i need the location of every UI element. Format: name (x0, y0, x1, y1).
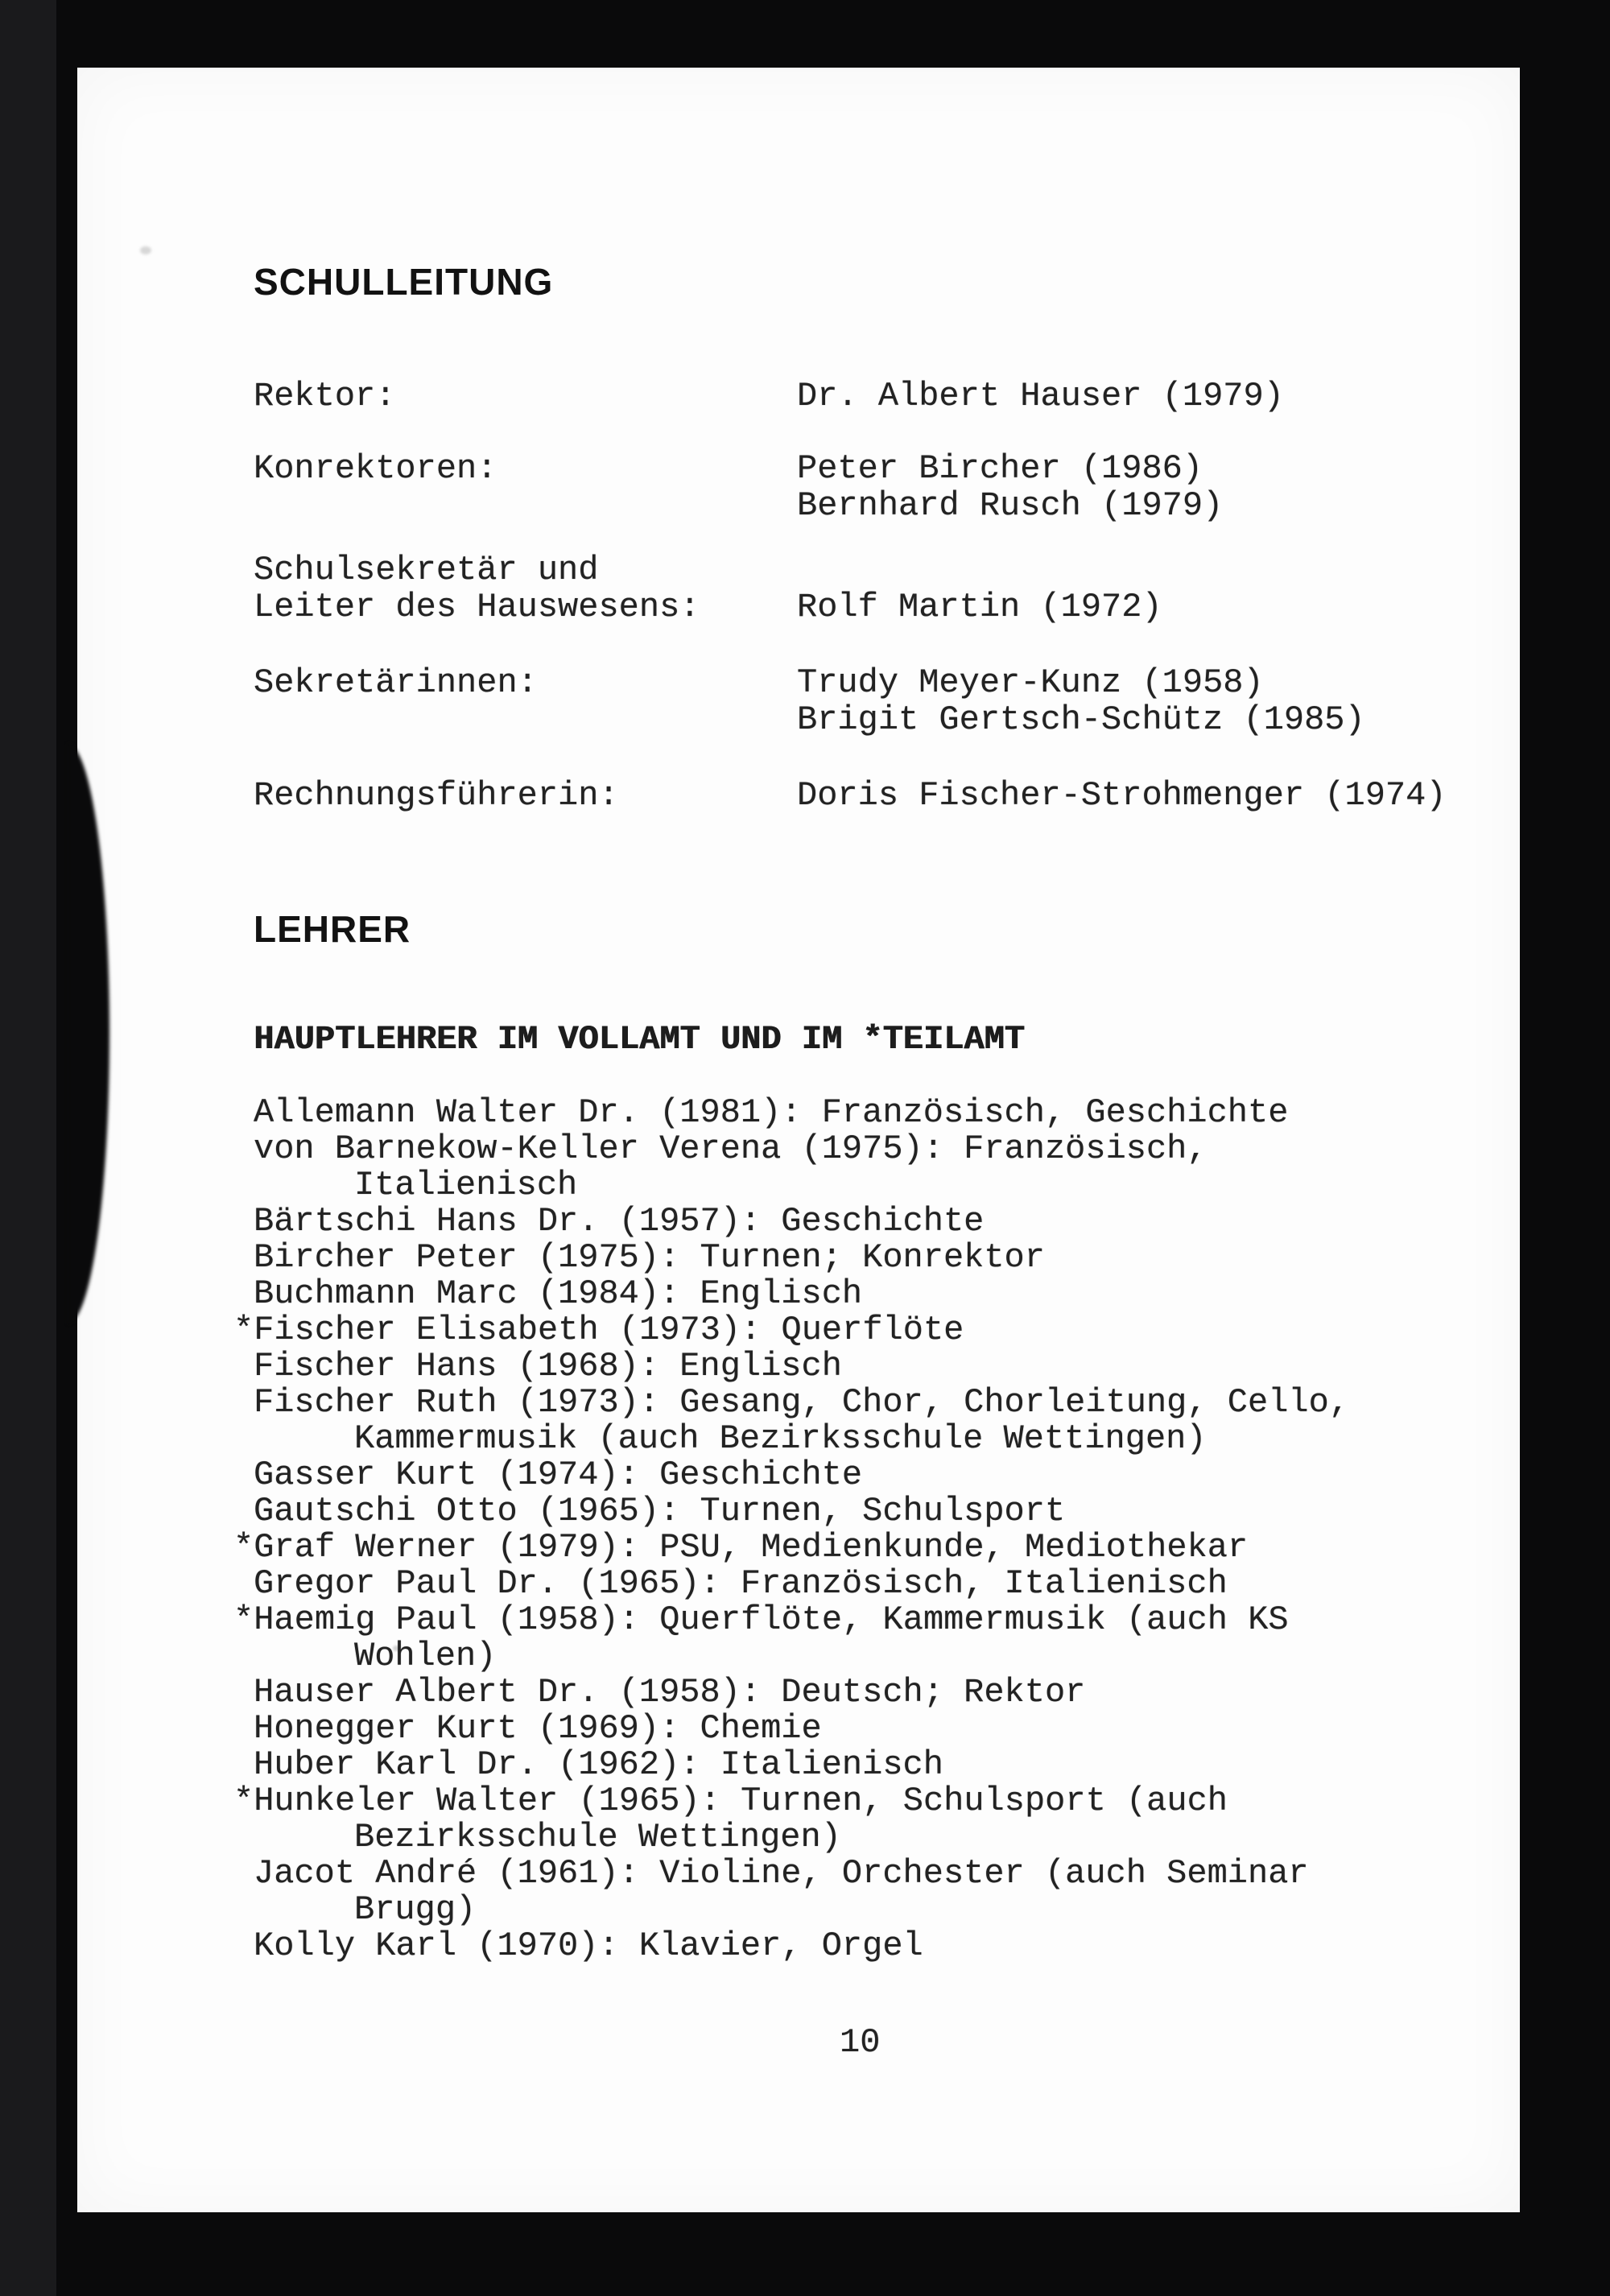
value-line (797, 551, 1162, 588)
teacher-line: Fischer Ruth (1973): Gesang, Chor, Chorleitung, Cello, (254, 1383, 1350, 1422)
value-line: Doris Fischer-Strohmenger (1974) (797, 776, 1447, 815)
row-label (254, 378, 395, 415)
value-line: Peter Bircher (1986) (797, 449, 1203, 488)
value-line: Dr. Albert Hauser (1979) (797, 377, 1284, 415)
label-line: Konrektoren: (254, 449, 497, 488)
label-line: Rektor: (254, 377, 396, 415)
scanned-page (77, 68, 1520, 2212)
value-line: Rolf Martin (1972) (797, 588, 1162, 626)
teacher-line: Italienisch (354, 1166, 578, 1204)
row-label (254, 551, 700, 626)
row-label (254, 777, 619, 814)
row-label (254, 664, 538, 701)
row-value (797, 551, 1162, 626)
teacher-line: Honegger Kurt (1969): Chemie (254, 1709, 822, 1748)
teacher-line: Gautschi Otto (1965): Turnen, Schulsport (254, 1492, 1066, 1530)
page-number: 10 (840, 2023, 881, 2062)
teacher-line: Kolly Karl (1970): Klavier, Orgel (254, 1926, 923, 1965)
teacher-line: Hauser Albert Dr. (1958): Deutsch; Rektor (254, 1673, 1086, 1712)
teacher-line: Bärtschi Hans Dr. (1957): Geschichte (254, 1202, 985, 1241)
row-value (797, 664, 1365, 738)
teacher-line: Fischer Hans (1968): Englisch (254, 1347, 842, 1385)
subsection-title-hauptlehrer: HAUPTLEHRER IM VOLLAMT UND IM *TEILAMT (254, 1020, 1025, 1059)
row-value (797, 450, 1223, 524)
teacher-line: von Barnekow-Keller Verena (1975): Französisch, (254, 1129, 1208, 1168)
label-line: Sekretärinnen: (254, 663, 538, 702)
label-line: Schulsekretär und (254, 551, 599, 589)
teacher-line: Kammermusik (auch Bezirksschule Wettingen) (354, 1419, 1207, 1458)
teacher-line: Gasser Kurt (1974): Geschichte (254, 1456, 863, 1494)
row-value (797, 378, 1284, 415)
section-title-lehrer: LEHRER (254, 908, 411, 950)
label-line: Leiter des Hauswesens: (254, 588, 700, 626)
teacher-line: Gregor Paul Dr. (1965): Französisch, Italienisch (254, 1564, 1228, 1603)
value-line: Trudy Meyer-Kunz (1958) (797, 663, 1264, 702)
teacher-line: *Haemig Paul (1958): Querflöte, Kammermusik (auch KS (233, 1600, 1289, 1639)
teacher-line: Buchmann Marc (1984): Englisch (254, 1274, 863, 1313)
teacher-line: *Graf Werner (1979): PSU, Medienkunde, Mediothekar (233, 1528, 1249, 1567)
teacher-line: Huber Karl Dr. (1962): Italienisch (254, 1745, 943, 1784)
row-label (254, 450, 497, 487)
teacher-line: Bezirksschule Wettingen) (354, 1818, 841, 1856)
teacher-line: Allemann Walter Dr. (1981): Französisch, Geschichte (254, 1093, 1289, 1132)
teacher-line: *Hunkeler Walter (1965): Turnen, Schulsport (auch (233, 1782, 1228, 1820)
value-line: Brigit Gertsch-Schütz (1985) (797, 700, 1365, 739)
value-line: Bernhard Rusch (1979) (797, 486, 1224, 525)
scanner-bed-strip (0, 0, 56, 2296)
teacher-line: Bircher Peter (1975): Turnen; Konrektor (254, 1238, 1045, 1277)
label-line: Rechnungsführerin: (254, 776, 619, 815)
teacher-line: Jacot André (1961): Violine, Orchester (auch Seminar (254, 1854, 1309, 1893)
section-title-schulleitung: SCHULLEITUNG (254, 261, 554, 303)
teacher-line: Brugg) (354, 1890, 477, 1929)
scan-artifact (140, 246, 151, 254)
teacher-line: Wohlen) (354, 1637, 497, 1675)
teacher-line: *Fischer Elisabeth (1973): Querflöte (233, 1311, 964, 1349)
row-value (797, 777, 1447, 814)
teacher-list (77, 1095, 1520, 1964)
